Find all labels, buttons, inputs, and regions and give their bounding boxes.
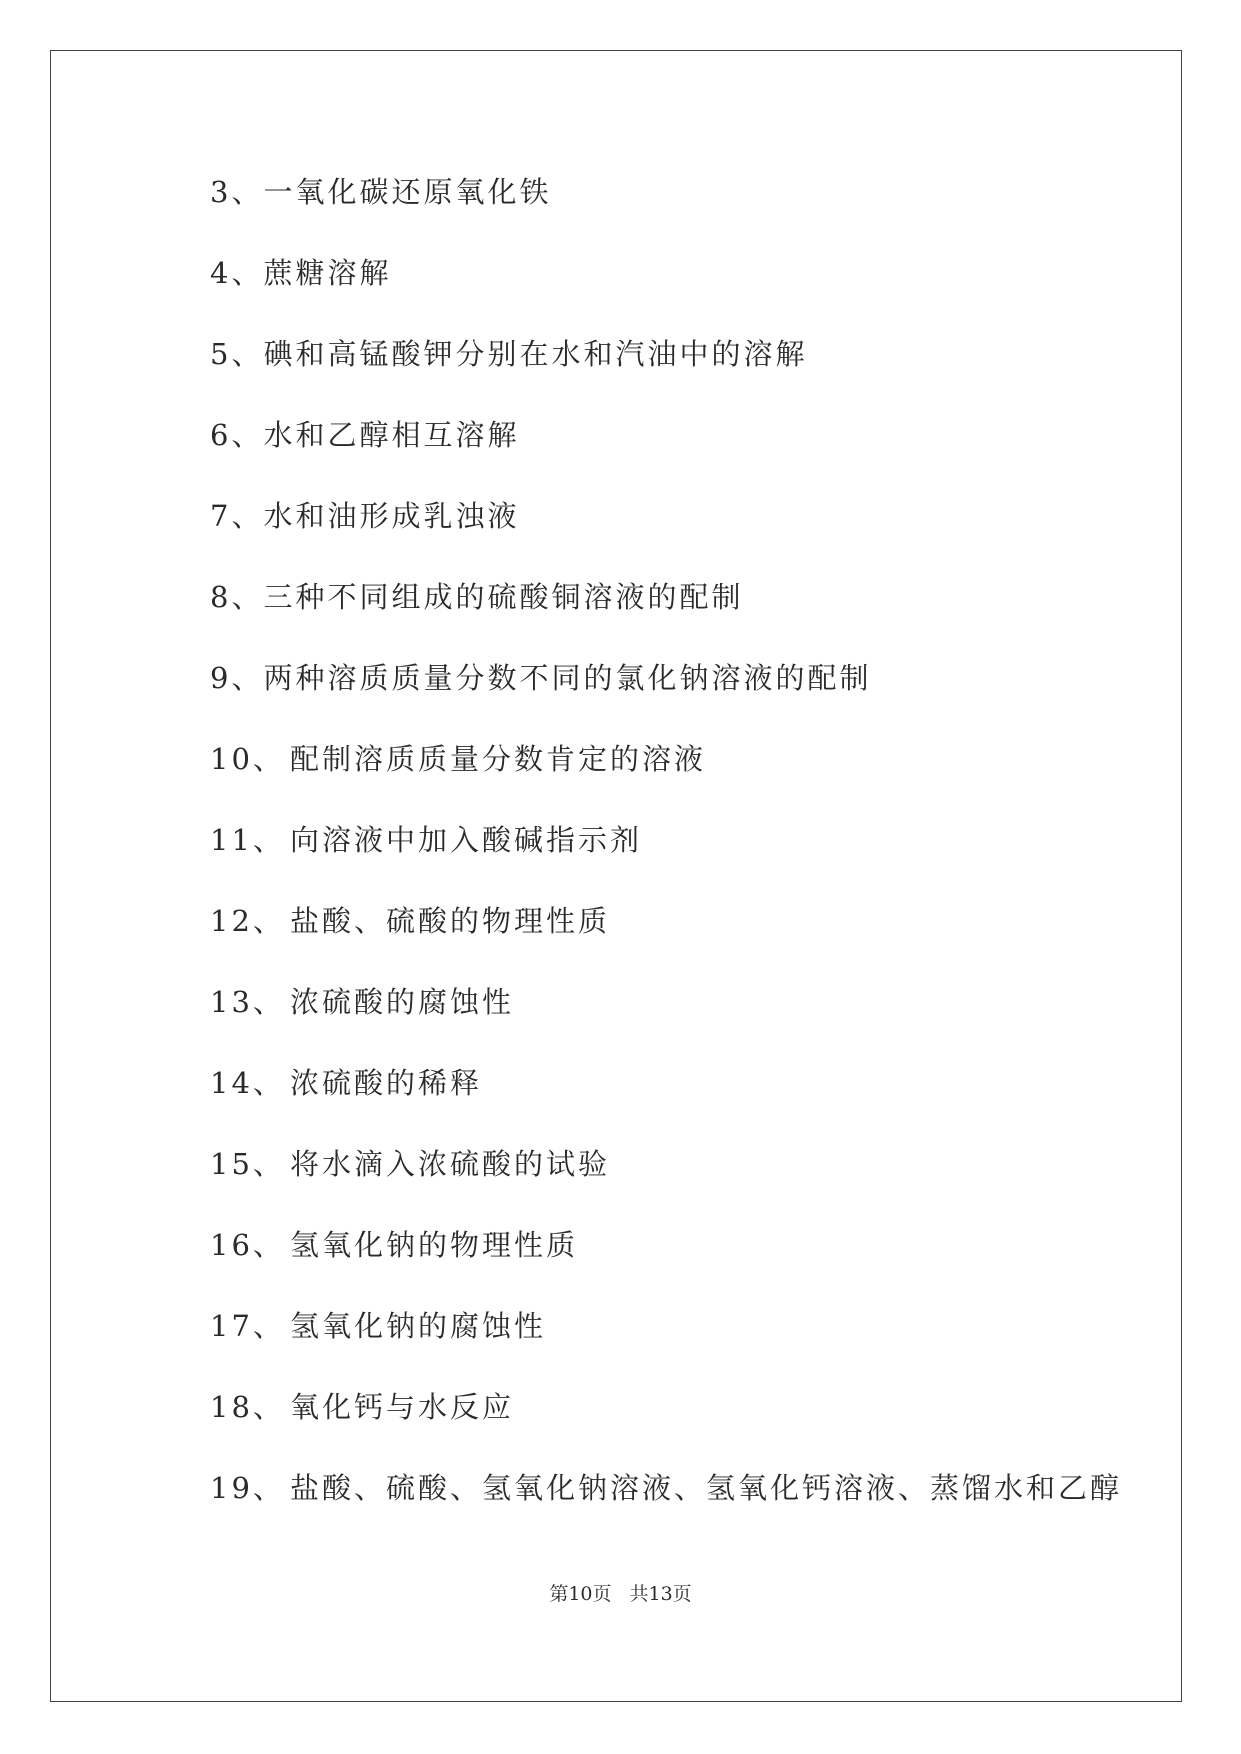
item-text: 蔗糖溶解 xyxy=(263,256,392,290)
list-item xyxy=(210,1063,482,1103)
list-item xyxy=(210,739,706,779)
item-text: 浓硫酸的腐蚀性 xyxy=(290,985,515,1019)
list-item xyxy=(210,901,610,941)
list-item xyxy=(210,1144,610,1184)
item-text: 盐酸、硫酸、氢氧化钠溶液、氢氧化钙溶液、蒸馏水和乙醇 xyxy=(290,1471,1123,1505)
item-text: 三种不同组成的硫酸铜溶液的配制 xyxy=(263,580,744,614)
item-number: 12、 xyxy=(210,904,285,938)
item-number: 15、 xyxy=(210,1147,285,1181)
list-item xyxy=(210,1387,514,1427)
item-text: 盐酸、硫酸的物理性质 xyxy=(290,904,611,938)
list-item xyxy=(210,172,551,212)
item-number: 5、 xyxy=(210,337,264,371)
item-number: 16、 xyxy=(210,1228,285,1262)
item-text: 一氧化碳还原氧化铁 xyxy=(263,175,552,209)
list-item xyxy=(210,1225,578,1265)
total-pages-label: 共13页 xyxy=(629,1583,692,1605)
item-number: 13、 xyxy=(210,985,285,1019)
item-number: 14、 xyxy=(210,1066,285,1100)
item-text: 氧化钙与水反应 xyxy=(290,1390,515,1424)
item-number: 6、 xyxy=(210,418,264,452)
item-text: 两种溶质质量分数不同的氯化钠溶液的配制 xyxy=(263,661,872,695)
list-item xyxy=(210,253,391,293)
item-text: 向溶液中加入酸碱指示剂 xyxy=(290,823,643,857)
item-number: 4、 xyxy=(210,256,264,290)
item-number: 17、 xyxy=(210,1309,285,1343)
list-item xyxy=(210,496,519,536)
item-text: 氢氧化钠的腐蚀性 xyxy=(290,1309,547,1343)
list-item xyxy=(210,415,519,455)
page-footer xyxy=(0,1582,1241,1606)
list-item xyxy=(210,577,743,617)
item-number: 10、 xyxy=(210,742,285,776)
item-number: 3、 xyxy=(210,175,264,209)
list-item xyxy=(210,658,871,698)
item-number: 8、 xyxy=(210,580,264,614)
item-text: 浓硫酸的稀释 xyxy=(290,1066,483,1100)
item-number: 9、 xyxy=(210,661,264,695)
list-item xyxy=(210,1468,1122,1508)
page-border xyxy=(50,50,1182,1702)
current-page-label: 第10页 xyxy=(549,1583,612,1605)
list-item xyxy=(210,334,807,374)
list-item xyxy=(210,982,514,1022)
list-item xyxy=(210,820,642,860)
item-number: 18、 xyxy=(210,1390,285,1424)
item-number: 19、 xyxy=(210,1471,285,1505)
item-text: 水和油形成乳浊液 xyxy=(263,499,520,533)
item-text: 将水滴入浓硫酸的试验 xyxy=(290,1147,611,1181)
item-text: 水和乙醇相互溶解 xyxy=(263,418,520,452)
item-text: 配制溶质质量分数肯定的溶液 xyxy=(290,742,707,776)
item-text: 氢氧化钠的物理性质 xyxy=(290,1228,579,1262)
item-number: 11、 xyxy=(210,823,285,857)
list-item xyxy=(210,1306,546,1346)
item-text: 碘和高锰酸钾分别在水和汽油中的溶解 xyxy=(263,337,808,371)
item-number: 7、 xyxy=(210,499,264,533)
